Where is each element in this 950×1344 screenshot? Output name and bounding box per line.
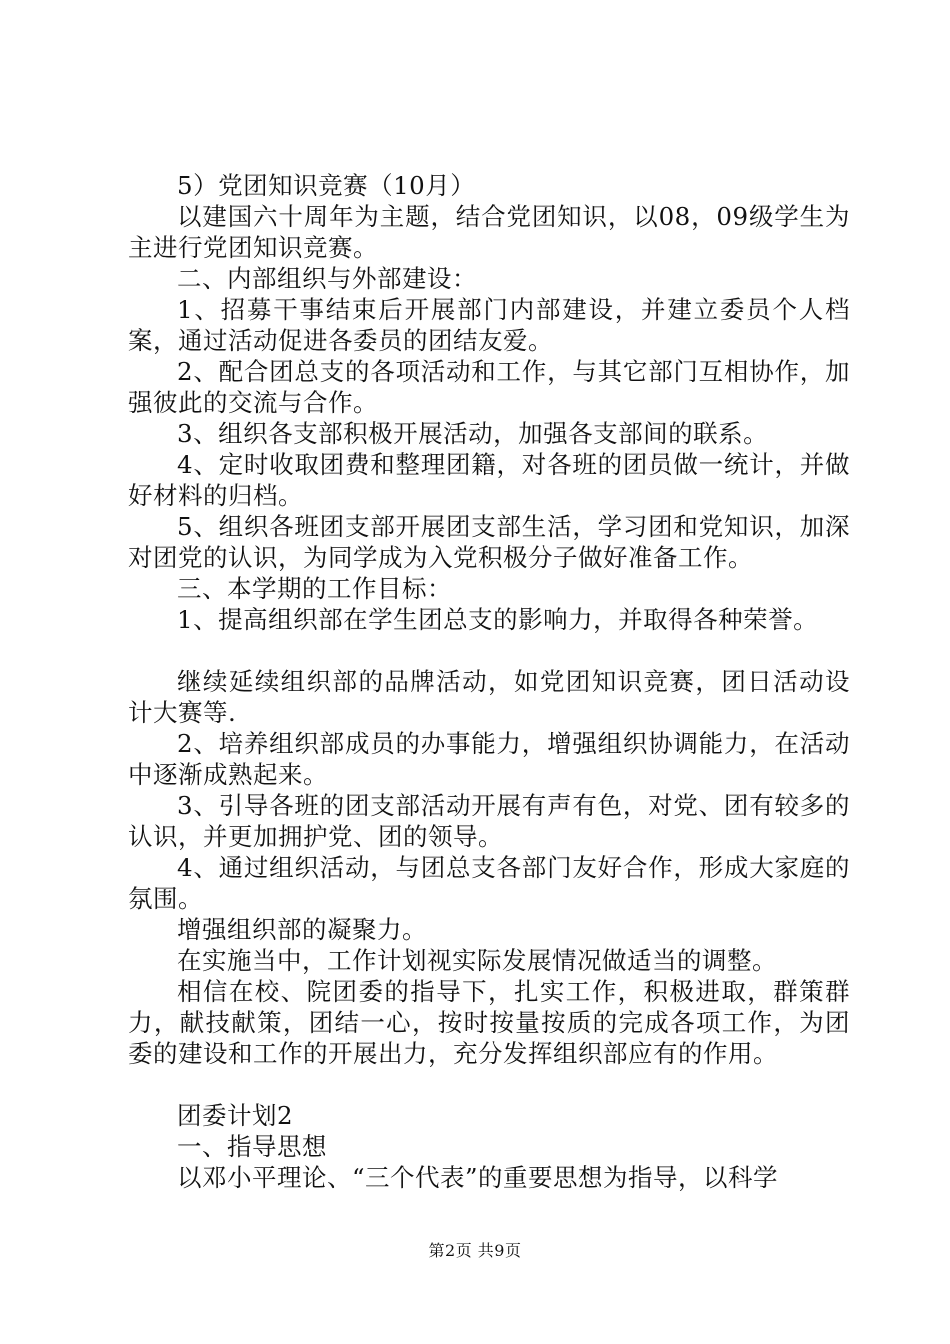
paragraph: 5、组织各班团支部开展团支部生活，学习团和党知识，加深对团党的认识，为同学成为入党积极分子做好准备工作。 [128,512,850,572]
paragraph: 5）党团知识竞赛（10月） [177,171,476,200]
blank-line [128,635,850,666]
page-footer [0,1241,950,1261]
section-heading: 一、指导思想 [177,1132,327,1161]
blank-line [128,1069,850,1100]
page-number: 第2页 共9页 [428,1241,522,1260]
paragraph: 1、招募干事结束后开展部门内部建设，并建立委员个人档案，通过活动促进各委员的团结友爱。 [128,295,850,355]
section-heading: 二、内部组织与外部建设： [177,264,477,293]
document-body [128,170,850,1193]
paragraph: 1、提高组织部在学生团总支的影响力，并取得各种荣誉。 [177,605,819,634]
paragraph: 3、组织各支部积极开展活动，加强各支部间的联系。 [177,419,769,448]
paragraph: 以邓小平理论、“三个代表”的重要思想为指导，以科学 [177,1163,779,1192]
paragraph: 2、配合团总支的各项活动和工作，与其它部门互相协作，加强彼此的交流与合作。 [128,357,850,417]
paragraph: 相信在校、院团委的指导下，扎实工作，积极进取，群策群力，献技献策，团结一心，按时按量按质的完成各项工作，为团委的建设和工作的开展出力，充分发挥组织部应有的作用。 [128,977,850,1068]
paragraph: 3、引导各班的团支部活动开展有声有色，对党、团有较多的认识，并更加拥护党、团的领导。 [128,791,850,851]
paragraph: 4、定时收取团费和整理团籍，对各班的团员做一统计，并做好材料的归档。 [128,450,850,510]
paragraph: 以建国六十周年为主题，结合党团知识，以08，09级学生为主进行党团知识竞赛。 [128,202,850,262]
paragraph: 在实施当中，工作计划视实际发展情况做适当的调整。 [177,946,777,975]
paragraph: 2、培养组织部成员的办事能力，增强组织协调能力，在活动中逐渐成熟起来。 [128,729,850,789]
paragraph: 4、通过组织活动，与团总支各部门友好合作，形成大家庭的氛围。 [128,853,850,913]
paragraph: 增强组织部的凝聚力。 [177,915,427,944]
section-heading: 三、本学期的工作目标： [177,574,452,603]
paragraph: 继续延续组织部的品牌活动，如党团知识竞赛，团日活动设计大赛等. [128,667,850,727]
document-subtitle: 团委计划2 [177,1101,294,1130]
